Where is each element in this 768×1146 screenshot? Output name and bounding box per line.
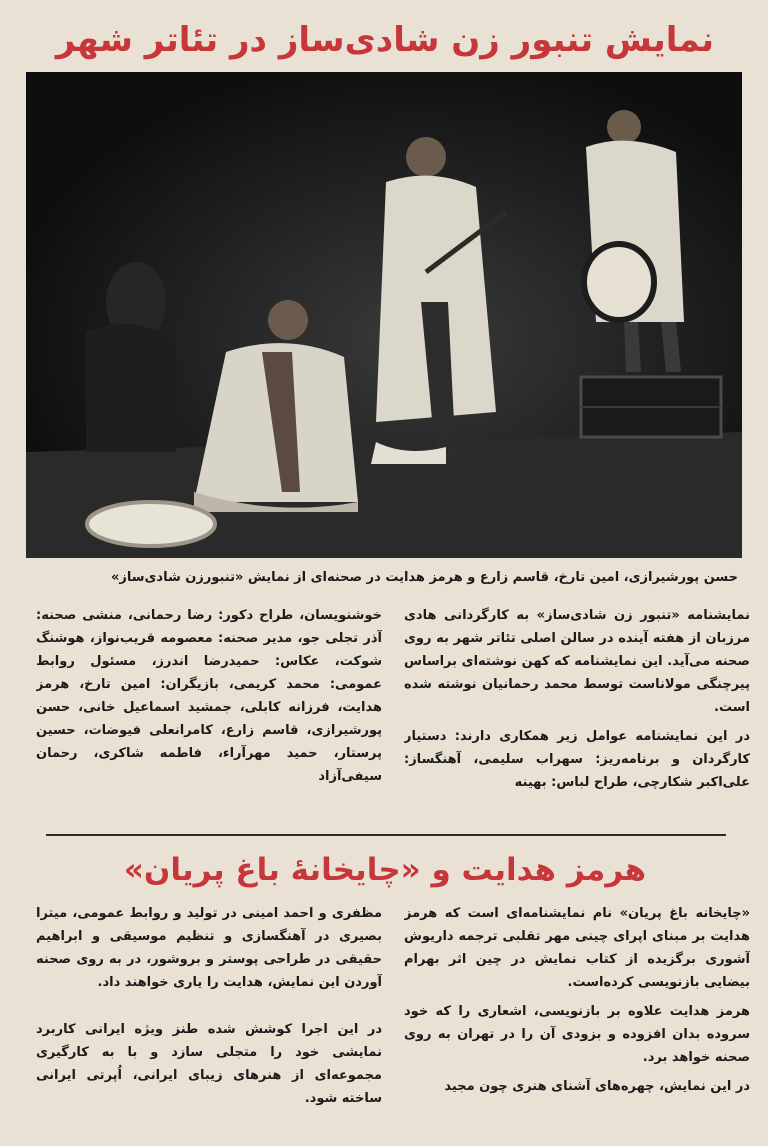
section-divider (46, 834, 726, 836)
article2-paragraph: در این اجرا کوشش شده طنز ویژه ایرانی کاربرد نمایشی خود را متجلی سازد و با به کارگیری مجموعه‌ای از هنرهای زیبای ایرانی، اُپرتی ایرانی ساخته شود. (36, 1022, 382, 1106)
stage-photo-image (26, 72, 742, 558)
article1-left-column (36, 604, 382, 830)
article2-paragraph: مظفری و احمد امینی در تولید و روابط عمومی، میترا بصیری در آهنگسازی و تنظیم موسیقی و ابراهیم حقیقی در طراحی پوستر و بروشور، در به روی صحنه آوردن این نمایش، هدایت را یاری خواهند داد. (36, 906, 382, 990)
article2-right-column (404, 902, 750, 1138)
article1-paragraph: نمایشنامه «تنبور زن شادی‌ساز» به کارگردانی هادی مرزبان از هفته آینده در سالن اصلی تئاتر شهر به روی صحنه می‌آید. این نمایشنامه که کهن نوشته‌ای براساس پیرچنگی مولاناست توسط محمد رحمانیان نوشته شده است. (404, 608, 750, 715)
article2-paragraph: «چایخانه باغ پریان» نام نمایشنامه‌ای‌ است که هرمز هدایت بر مبنای اپرای چینی مهر تقلبی ترجمه داریوش آشوری برگزیده از کتاب نمایش در چین اثر بهرام بیضایی بازنویسی کرده‌است. (404, 906, 750, 990)
photo-caption: حسن پورشیرازی، امین تارخ، قاسم زارع و هرمز هدایت در صحنه‌ای از نمایش «تنبورزن شادی‌ساز» (110, 570, 738, 585)
stage-photo (26, 72, 742, 558)
article2-headline: هرمز هدایت و «چایخانهٔ باغ پریان» (123, 852, 647, 888)
article2-paragraph: هرمز هدایت علاوه بر بازنویسی، اشعاری را که خود سروده بدان افزوده و بزودی آن را در تهران به روی صحنه خواهد برد. (404, 1004, 750, 1065)
article2-left-column (36, 902, 382, 1138)
article1-paragraph: خوشنویسان، طراح دکور: رضا رحمانی، منشی صحنه: آذر تجلی جو، مدیر صحنه: معصومه قریب‌نواز، هوشنگ شوکت، عکاس: حمیدرضا اندرز، مسئول روابط عمومی: محمد کریمی، بازیگران: امین تارخ، هرمز هدایت، فرزانه کابلی، جمشید اسماعیل خانی، حسن پورشیرازی، قاسم زارع، کامرانعلی فیوضات، حسین پرستار، حمید مهرآراء، فاطمه شاکری، رحمان سیفی‌آزاد (36, 608, 382, 784)
article1-right-column (404, 604, 750, 830)
article-headline: نمایش تنبور زن شادی‌ساز در تئاتر شهر (55, 20, 715, 60)
article2-paragraph: در این نمایش، چهره‌های آشنای هنری چون مجید (444, 1079, 750, 1094)
article1-paragraph: در این نمایشنامه عوامل زیر همکاری دارند: دستیار کارگردان و برنامه‌ریز: سهراب سلیمی، آهنگساز: علی‌اکبر شکارچی، طراح لباس: بهینه (404, 729, 750, 790)
